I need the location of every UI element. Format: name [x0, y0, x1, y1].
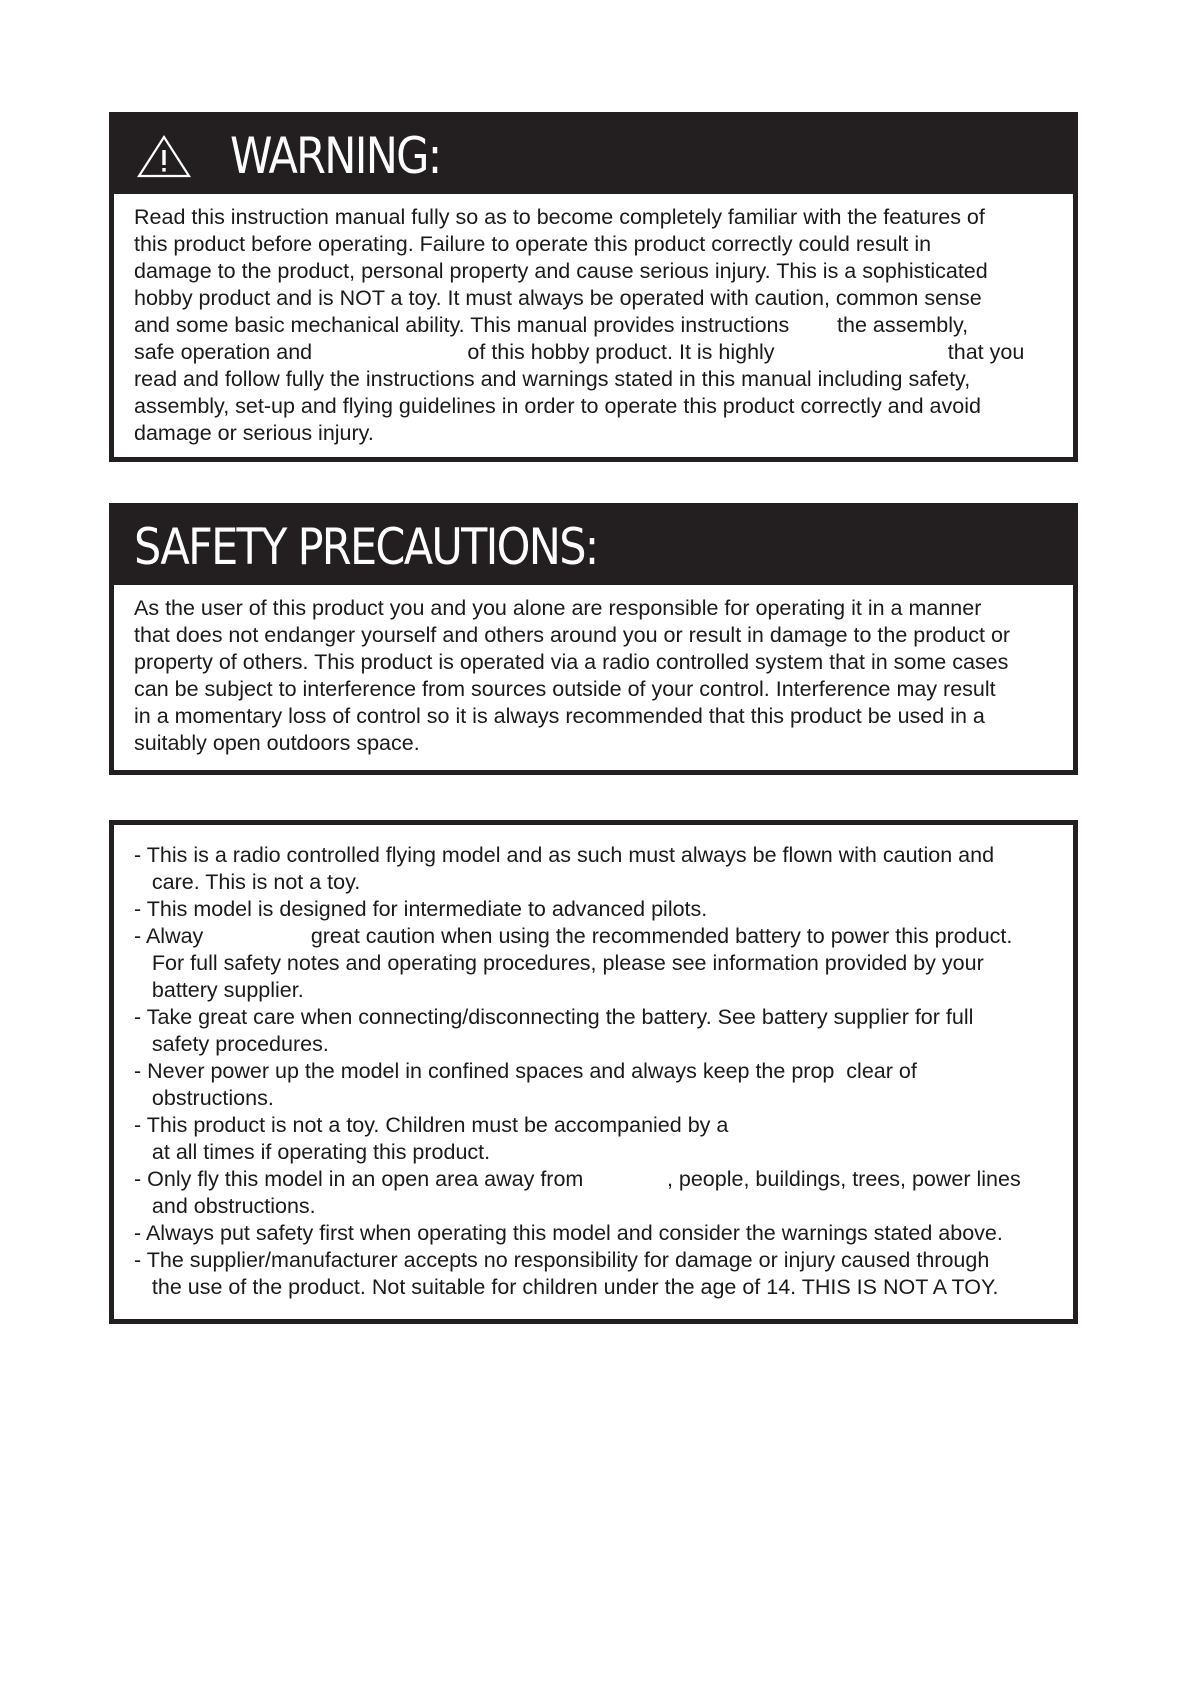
rule-line: - Take great care when connecting/disconnecting the battery. See battery supplier for full: [134, 1005, 974, 1029]
safety-title: SAFETY PRECAUTIONS:: [134, 517, 598, 576]
rule-line: at all times if operating this product.: [134, 1140, 491, 1164]
rule-line: - Only fly this model in an open area away from , people, buildings, trees, power lines: [134, 1167, 1021, 1191]
warning-line: this product before operating. Failure to operate this product correctly could result in: [134, 232, 932, 256]
warning-box: [109, 112, 1078, 462]
warning-line: Read this instruction manual fully so as to become completely familiar with the features of: [134, 205, 985, 229]
safety-line: that does not endanger yourself and others around you or result in damage to the product or: [134, 623, 1011, 647]
warning-header: [114, 117, 1073, 194]
rule-line: - Alway great caution when using the recommended battery to power this product.: [134, 924, 1013, 948]
warning-line: damage or serious injury.: [134, 421, 374, 445]
safety-line: property of others. This product is operated via a radio controlled system that in some cases: [134, 650, 1009, 674]
safety-header: [114, 508, 1073, 585]
warning-line: read and follow fully the instructions and warnings stated in this manual including safety,: [134, 367, 971, 391]
rule-line: the use of the product. Not suitable for children under the age of 14. THIS IS NOT A TOY.: [134, 1275, 999, 1299]
rule-line: - The supplier/manufacturer accepts no responsibility for damage or injury caused through: [134, 1248, 990, 1272]
safety-line: in a momentary loss of control so it is always recommended that this product be used in a: [134, 704, 985, 728]
warning-text: [114, 194, 1073, 447]
rule-line: battery supplier.: [134, 978, 304, 1002]
rule-line: - Always put safety first when operating this model and consider the warnings stated above.: [134, 1221, 1003, 1245]
rule-line: - This is a radio controlled flying model and as such must always be flown with caution and: [134, 843, 995, 867]
rule-line: - Never power up the model in confined spaces and always keep the prop clear of: [134, 1059, 917, 1083]
warning-line: hobby product and is NOT a toy. It must always be operated with caution, common sense: [134, 286, 982, 310]
rule-line: care. This is not a toy.: [134, 870, 361, 894]
safety-line: can be subject to interference from sources outside of your control. Interference may result: [134, 677, 996, 701]
safety-rules-box: [109, 820, 1078, 1324]
rule-line: - This product is not a toy. Children must be accompanied by a: [134, 1113, 729, 1137]
warning-title: WARNING:: [230, 126, 441, 185]
warning-line: safe operation and of this hobby product. It is highly that you: [134, 340, 1025, 364]
safety-line: suitably open outdoors space.: [134, 731, 420, 755]
rule-line: - This model is designed for intermediate to advanced pilots.: [134, 897, 708, 921]
safety-rules-list: [114, 825, 1073, 1301]
rule-line: For full safety notes and operating procedures, please see information provided by your: [134, 951, 984, 975]
warning-line: damage to the product, personal property and cause serious injury. This is a sophisticated: [134, 259, 988, 283]
safety-precautions-box: [109, 503, 1078, 775]
warning-line: assembly, set-up and flying guidelines in order to operate this product correctly and avoid: [134, 394, 981, 418]
rule-line: safety procedures.: [134, 1032, 329, 1056]
warning-line: and some basic mechanical ability. This manual provides instructions the assembly,: [134, 313, 969, 337]
rule-line: and obstructions.: [134, 1194, 316, 1218]
warning-triangle-icon: [136, 133, 192, 179]
rule-line: obstructions.: [134, 1086, 274, 1110]
safety-text: [114, 585, 1073, 757]
safety-line: As the user of this product you and you alone are responsible for operating it in a manner: [134, 596, 982, 620]
